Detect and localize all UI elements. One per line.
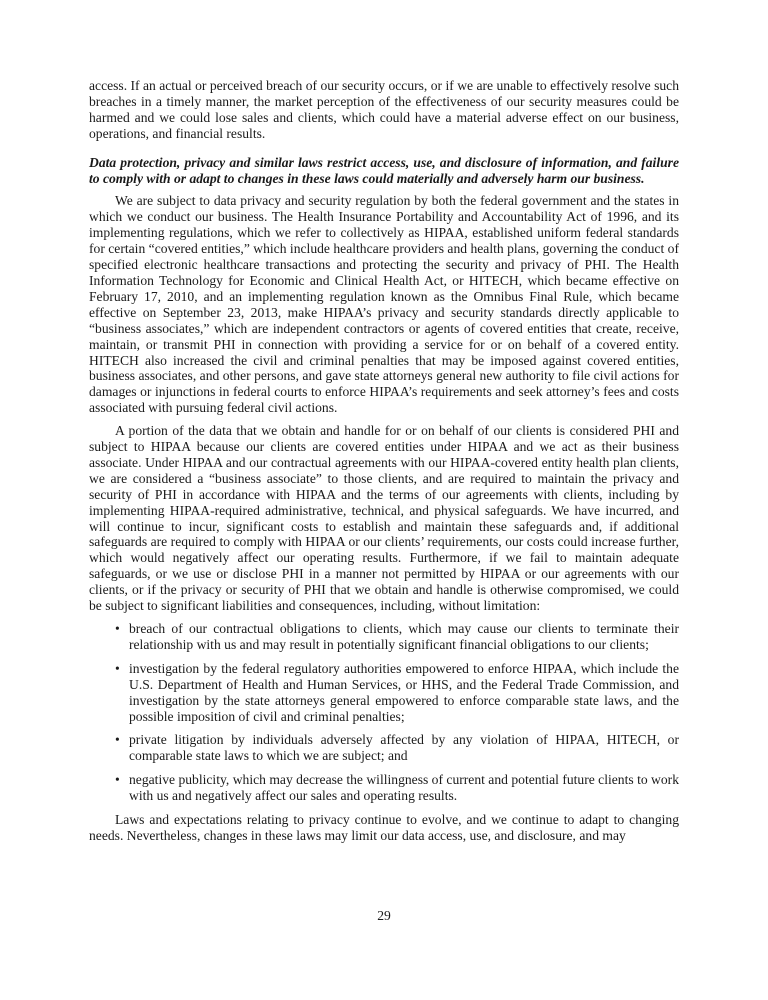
document-page	[89, 78, 679, 844]
list-item	[89, 621, 679, 653]
paragraph-continued: access. If an actual or perceived breach of our security occurs, or if we are unable to effectively resolve such breaches in a timely manner, the market perception of the effectiveness of our security measures could be harmed and we could lose sales and clients, which could have a material adverse effect on our business, operations, and financial results.	[89, 78, 679, 141]
paragraph-laws-evolving: Laws and expectations relating to privacy continue to evolve, and we continue to adapt to changing needs. Nevertheless, changes in these laws may limit our data access, use, and disclosure, and may	[89, 812, 679, 843]
list-item-text: negative publicity, which may decrease the willingness of current and potential future clients to work with us and negatively affect our sales and operating results.	[129, 772, 679, 804]
bullet-icon: •	[115, 621, 120, 636]
list-item	[89, 661, 679, 725]
bullet-icon: •	[115, 732, 120, 748]
list-item	[89, 772, 679, 804]
list-item-text: breach of our contractual obligations to clients, which may cause our clients to terminate their relationship with us and may result in potentially significant financial obligations to our clients;	[129, 621, 679, 652]
bullet-icon: •	[115, 660, 120, 676]
paragraph-business-associate: A portion of the data that we obtain and handle for or on behalf of our clients is considered PHI and subject to HIPAA because our clients are covered entities under HIPAA and we act as their business associate. Under HIPAA and our contractual agreements with our HIPAA-covered entity health plan clients, we are considered a “business associate” to those clients, and are required to maintain the privacy and security of PHI in accordance with HIPAA and the terms of our agreements with clients, including by implementing HIPAA-required administrative, technical, and physical safeguards. We have incurred, and will continue to incur, significant costs to establish and maintain these safeguards and, if additional safeguards are required to comply with HIPAA or our clients’ requirements, our costs could increase further, which would negatively affect our operating results. Furthermore, if we fail to maintain adequate safeguards, or we use or disclose PHI in a manner not permitted by HIPAA or our agreements with our clients, or if the privacy or security of PHI that we obtain and handle is otherwise compromised, we could be subject to significant liabilities and consequences, including, without limitation:	[89, 423, 679, 614]
risk-factor-heading: Data protection, privacy and similar laws restrict access, use, and disclosure of information, and failure to comply with or adapt to changes in these laws could materially and adversely harm our business.	[89, 154, 679, 186]
list-item-text: private litigation by individuals adversely affected by any violation of HIPAA, HITECH, or comparable state laws to which we are subject; and	[129, 732, 679, 764]
page-number: 29	[377, 908, 391, 923]
bullet-icon: •	[115, 772, 120, 788]
list-item-text: investigation by the federal regulatory authorities empowered to enforce HIPAA, which include the U.S. Department of Health and Human Services, or HHS, and the Federal Trade Commission, and investigation by the state attorneys general empowered to enforce comparable state laws, and the possible imposition of civil and criminal penalties;	[129, 660, 679, 724]
paragraph-hipaa-regulation: We are subject to data privacy and security regulation by both the federal government and the states in which we conduct our business. The Health Insurance Portability and Accountability Act of 1996, and its implementing regulations, which we refer to collectively as HIPAA, established uniform federal standards for certain “covered entities,” which include healthcare providers and health plans, governing the conduct of specified electronic healthcare transactions and protecting the security and privacy of PHI. The Health Information Technology for Economic and Clinical Health Act, or HITECH, which became effective on February 17, 2010, and an implementing regulation known as the Omnibus Final Rule, which became effective on September 23, 2013, make HIPAA’s privacy and security standards directly applicable to “business associates,” which are independent contractors or agents of covered entities that create, receive, maintain, or transmit PHI in connection with providing a service for or on behalf of a covered entity. HITECH also increased the civil and criminal penalties that may be imposed against covered entities, business associates, and other persons, and gave state attorneys general new authority to file civil actions for damages or injunctions in federal courts to enforce HIPAA’s requirements and seek attorney’s fees and costs associated with pursuing federal civil actions.	[89, 193, 679, 416]
list-item	[89, 732, 679, 764]
consequences-list	[89, 621, 679, 804]
